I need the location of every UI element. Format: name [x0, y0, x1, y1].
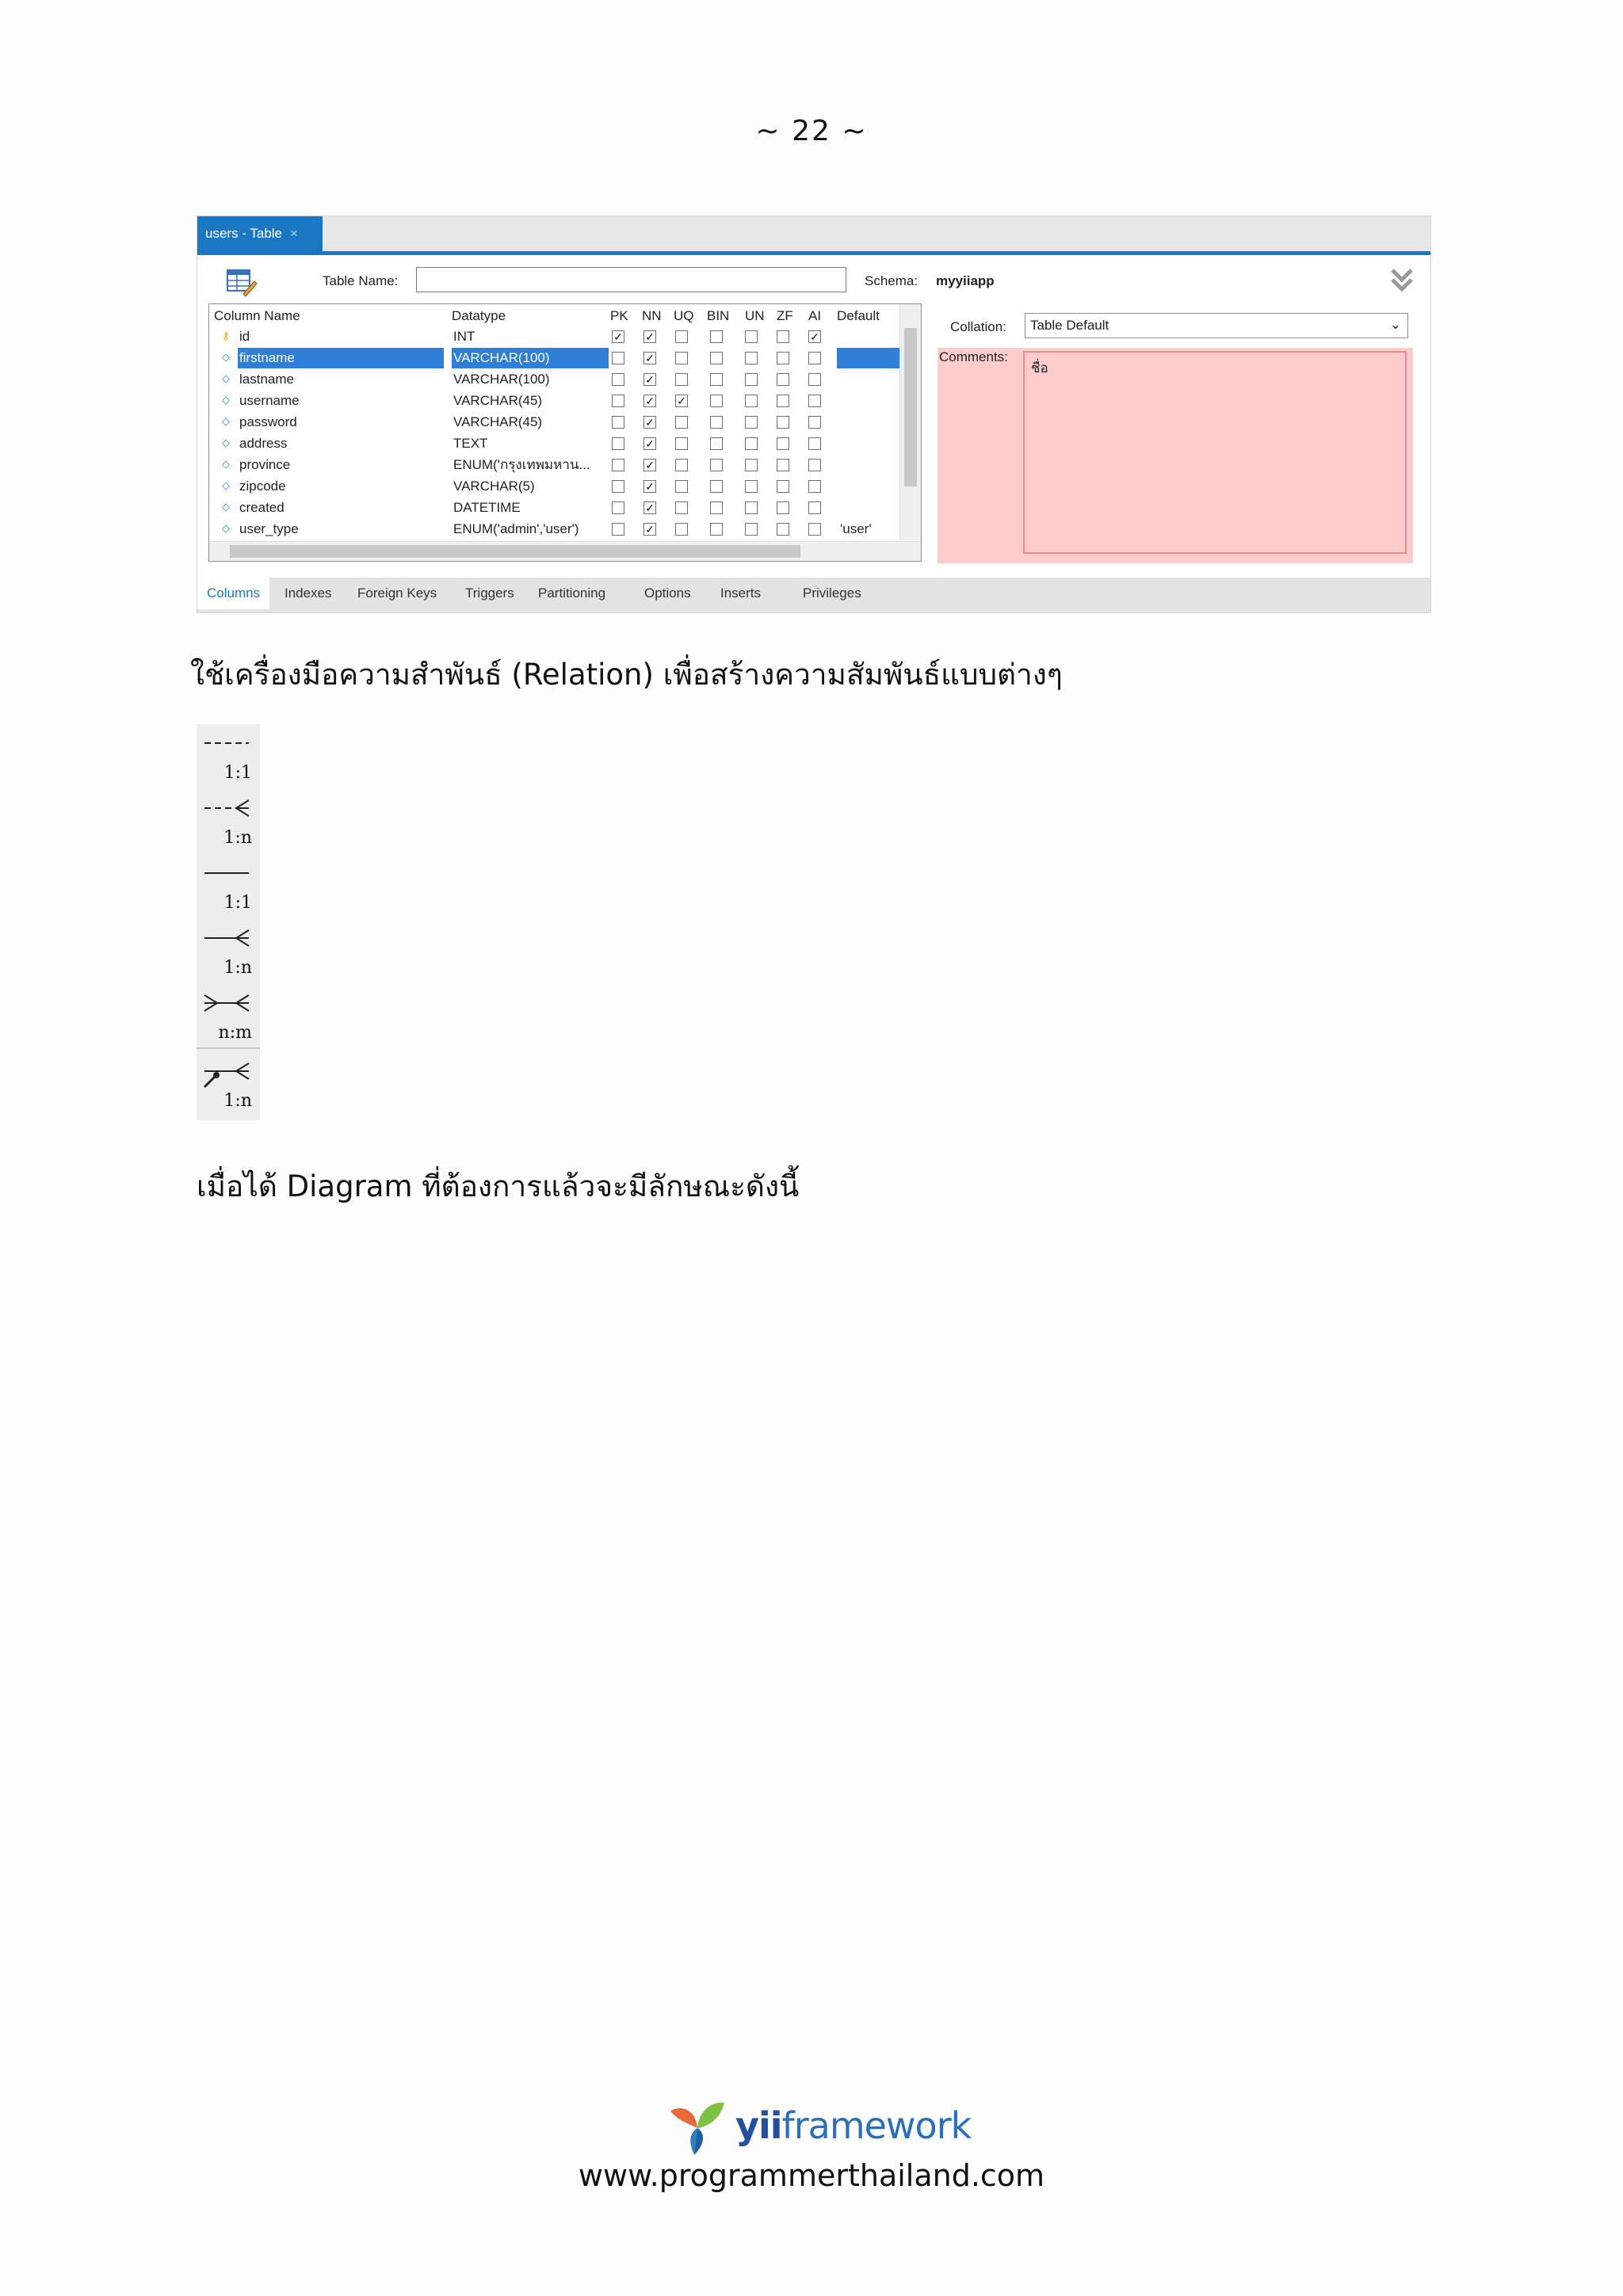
flag-checkbox[interactable]: [710, 373, 723, 386]
flag-checkbox[interactable]: [808, 416, 821, 429]
flag-checkbox[interactable]: [612, 416, 624, 429]
column-name-cell[interactable]: password: [239, 414, 297, 429]
column-header[interactable]: Column Name: [214, 308, 300, 323]
flag-checkbox[interactable]: [675, 502, 688, 514]
flag-checkbox[interactable]: [612, 502, 624, 514]
column-name-cell[interactable]: created: [239, 500, 285, 515]
default-cell[interactable]: [837, 455, 902, 475]
column-diamond-icon: ◇: [222, 437, 230, 448]
column-header[interactable]: Default: [837, 308, 880, 323]
table-row[interactable]: [209, 455, 899, 475]
flag-checkbox[interactable]: [777, 502, 789, 514]
vertical-scrollbar[interactable]: [899, 304, 921, 540]
flag-checkbox[interactable]: [777, 523, 789, 536]
comments-textarea[interactable]: ชื่อ: [1023, 351, 1407, 554]
flag-checkbox[interactable]: [675, 480, 688, 493]
solid-one-to-one-icon: [201, 862, 252, 894]
column-header[interactable]: UN: [745, 308, 765, 323]
table-edit-icon: [226, 265, 258, 297]
column-name-cell[interactable]: firstname: [238, 348, 444, 368]
website-url: www.programmerthailand.com: [578, 2158, 1045, 2193]
flag-checkbox[interactable]: [777, 352, 789, 364]
default-cell[interactable]: 'user': [840, 521, 872, 536]
tool-dashed-1-n[interactable]: [197, 789, 260, 854]
schema-label: Schema:: [865, 273, 918, 288]
flag-checkbox[interactable]: [808, 502, 821, 514]
flag-checkbox[interactable]: [612, 480, 624, 493]
tab-partitioning[interactable]: Partitioning: [538, 585, 606, 601]
flag-checkbox[interactable]: [745, 416, 758, 429]
horizontal-scrollbar[interactable]: [209, 541, 921, 561]
flag-checkbox[interactable]: [710, 437, 723, 450]
paragraph-diagram: เมื่อได้ Diagram ที่ต้องการแล้วจะมีลักษณะดังนี้: [197, 1169, 800, 1203]
tab-columns[interactable]: Columns: [197, 578, 269, 609]
flag-checkbox[interactable]: [612, 437, 624, 450]
column-name-cell[interactable]: id: [239, 329, 250, 344]
column-name-cell[interactable]: lastname: [239, 372, 294, 387]
tool-solid-1-n[interactable]: [197, 919, 260, 984]
datatype-cell[interactable]: DATETIME: [453, 500, 521, 515]
chevron-down-icon: ⌄: [1389, 317, 1401, 332]
tab-inserts[interactable]: Inserts: [720, 585, 762, 601]
column-name-cell[interactable]: zipcode: [239, 479, 286, 494]
flag-checkbox[interactable]: [745, 395, 758, 407]
table-row[interactable]: [209, 369, 899, 390]
datatype-cell[interactable]: VARCHAR(100): [453, 372, 550, 387]
flag-checkbox[interactable]: [808, 352, 821, 364]
tool-label: 1:n: [223, 828, 252, 848]
comments-label: Comments:: [939, 349, 1008, 364]
tab-foreign-keys[interactable]: Foreign Keys: [357, 585, 437, 601]
collation-select[interactable]: [1025, 313, 1408, 338]
table-row[interactable]: [209, 326, 899, 347]
datatype-cell[interactable]: INT: [453, 329, 475, 344]
flag-checkbox[interactable]: [745, 330, 758, 343]
flag-checkbox[interactable]: [612, 459, 624, 471]
flag-checkbox[interactable]: [710, 395, 723, 407]
column-diamond-icon: ◇: [222, 479, 230, 491]
schema-value: myyiiapp: [936, 273, 995, 288]
logo-wordmark: yiiframework: [735, 2104, 972, 2147]
tool-solid-1-1[interactable]: [197, 854, 260, 919]
flag-checkbox[interactable]: [745, 502, 758, 514]
column-name-cell[interactable]: address: [239, 436, 288, 451]
flag-checkbox[interactable]: [808, 395, 821, 407]
flag-checkbox[interactable]: ✓: [643, 416, 656, 429]
flag-checkbox[interactable]: ✓: [643, 523, 656, 536]
column-diamond-icon: ◇: [222, 372, 230, 384]
columns-header: [209, 306, 899, 326]
flag-checkbox[interactable]: [808, 437, 821, 450]
flag-checkbox[interactable]: [745, 523, 758, 536]
default-cell[interactable]: [837, 326, 902, 347]
default-cell[interactable]: [837, 498, 902, 518]
tab-triggers[interactable]: Triggers: [465, 585, 514, 601]
flag-checkbox[interactable]: [710, 502, 723, 514]
flag-checkbox[interactable]: ✓: [643, 502, 656, 514]
tab-indexes[interactable]: Indexes: [285, 585, 332, 601]
tool-dashed-1-1[interactable]: [197, 724, 260, 789]
flag-checkbox[interactable]: [745, 459, 758, 471]
column-diamond-icon: ◇: [222, 351, 230, 363]
column-diamond-icon: ◇: [222, 415, 230, 427]
column-name-cell[interactable]: province: [239, 457, 291, 472]
flag-checkbox[interactable]: [710, 416, 723, 429]
flag-checkbox[interactable]: [710, 459, 723, 471]
flag-checkbox[interactable]: [745, 480, 758, 493]
default-cell[interactable]: [837, 391, 902, 411]
flag-checkbox[interactable]: [777, 480, 789, 493]
tool-label: n:m: [218, 1023, 252, 1043]
collation-label: Collation:: [950, 319, 1006, 334]
flag-checkbox[interactable]: ✓: [643, 459, 656, 471]
tool-n-m[interactable]: [197, 984, 260, 1049]
column-header[interactable]: BIN: [707, 308, 730, 323]
flag-checkbox[interactable]: [777, 437, 789, 450]
editor-tabbar: [197, 216, 1430, 255]
default-cell[interactable]: [837, 412, 902, 433]
datatype-cell[interactable]: ENUM('admin','user'): [453, 521, 579, 536]
default-cell[interactable]: [837, 433, 902, 454]
flag-checkbox[interactable]: [808, 373, 821, 386]
flag-checkbox[interactable]: [777, 416, 789, 429]
flag-checkbox[interactable]: [612, 352, 624, 364]
comments-panel: [938, 348, 1413, 563]
yii-leaf-icon: [666, 2096, 729, 2158]
datatype-cell[interactable]: TEXT: [453, 436, 488, 451]
flag-checkbox[interactable]: [612, 523, 624, 536]
column-header[interactable]: PK: [610, 308, 628, 323]
flag-checkbox[interactable]: [675, 352, 688, 364]
flag-checkbox[interactable]: ✓: [643, 395, 656, 407]
flag-checkbox[interactable]: [710, 330, 723, 343]
flag-checkbox[interactable]: ✓: [612, 330, 624, 343]
collapse-chevron-icon[interactable]: [1386, 264, 1418, 296]
tab-users-table[interactable]: [197, 216, 323, 251]
column-header[interactable]: Datatype: [452, 308, 506, 323]
table-row[interactable]: [209, 498, 899, 518]
flag-checkbox[interactable]: ✓: [643, 330, 656, 343]
flag-checkbox[interactable]: [808, 480, 821, 493]
column-header[interactable]: UQ: [674, 308, 694, 323]
flag-checkbox[interactable]: [777, 330, 789, 343]
column-diamond-icon: ◇: [222, 394, 230, 406]
flag-checkbox[interactable]: [710, 480, 723, 493]
flag-checkbox[interactable]: [808, 459, 821, 471]
column-header[interactable]: NN: [642, 308, 662, 323]
flag-checkbox[interactable]: [808, 523, 821, 536]
table-name-label: Table Name:: [323, 273, 399, 288]
flag-checkbox[interactable]: [710, 523, 723, 536]
flag-checkbox[interactable]: [777, 459, 789, 471]
flag-checkbox[interactable]: [777, 395, 789, 407]
flag-checkbox[interactable]: ✓: [643, 480, 656, 493]
many-to-many-icon: [201, 992, 252, 1024]
flag-checkbox[interactable]: [777, 373, 789, 386]
datatype-cell[interactable]: VARCHAR(100): [452, 348, 609, 368]
flag-checkbox[interactable]: ✓: [675, 395, 688, 407]
datatype-cell[interactable]: VARCHAR(45): [453, 414, 543, 429]
flag-checkbox[interactable]: ✓: [643, 352, 656, 364]
column-name-cell[interactable]: user_type: [239, 521, 299, 536]
table-name-input[interactable]: [416, 267, 846, 292]
column-diamond-icon: ◇: [222, 522, 230, 534]
paragraph-relation-tools: ใช้เครื่องมือความสำพันธ์ (Relation) เพื่อสร้างความสัมพันธ์แบบต่างๆ: [190, 658, 1063, 692]
column-name-cell[interactable]: username: [239, 393, 300, 408]
close-icon[interactable]: ×: [290, 226, 298, 241]
column-header[interactable]: ZF: [777, 308, 793, 323]
yii-logo: [666, 2096, 972, 2160]
page-number: ~ 22 ~: [755, 115, 868, 147]
columns-grid: [208, 303, 922, 562]
column-diamond-icon: ◇: [222, 501, 230, 513]
dashed-one-to-one-icon: [201, 732, 252, 764]
tool-label: 1:n: [223, 958, 252, 978]
flag-checkbox[interactable]: [675, 437, 688, 450]
default-cell[interactable]: [837, 369, 902, 390]
table-editor-screenshot: [197, 215, 1431, 613]
tab-options[interactable]: Options: [644, 585, 691, 601]
tool-label: 1:n: [223, 1091, 252, 1111]
flag-checkbox[interactable]: [710, 352, 723, 364]
dashed-one-to-many-icon: [201, 797, 252, 829]
flag-checkbox[interactable]: [745, 437, 758, 450]
tab-privileges[interactable]: Privileges: [803, 585, 861, 601]
editor-bottom-tabs: [197, 578, 1430, 612]
table-row[interactable]: [209, 433, 899, 454]
datatype-cell[interactable]: VARCHAR(45): [453, 393, 543, 408]
flag-checkbox[interactable]: ✓: [643, 373, 656, 386]
flag-checkbox[interactable]: [675, 330, 688, 343]
toolbar-divider: [197, 1047, 260, 1049]
table-row[interactable]: [209, 412, 899, 433]
default-cell[interactable]: [837, 476, 902, 497]
datatype-cell[interactable]: VARCHAR(5): [453, 479, 535, 494]
tool-existing-1-n[interactable]: [197, 1052, 260, 1117]
flag-checkbox[interactable]: ✓: [808, 330, 821, 343]
table-row[interactable]: [209, 348, 899, 368]
flag-checkbox[interactable]: [675, 459, 688, 471]
flag-checkbox[interactable]: [612, 395, 624, 407]
datatype-cell[interactable]: ENUM('กรุงเทพมหาน...: [453, 457, 590, 472]
flag-checkbox[interactable]: [745, 352, 758, 364]
tool-label: 1:1: [223, 763, 252, 783]
table-row[interactable]: [209, 391, 899, 411]
column-diamond-icon: ◇: [222, 458, 230, 470]
tool-label: 1:1: [223, 893, 252, 913]
primary-key-icon: ⚷: [222, 330, 230, 341]
existing-columns-one-to-many-icon: [201, 1060, 252, 1092]
table-row[interactable]: [209, 519, 899, 540]
flag-checkbox[interactable]: [675, 416, 688, 429]
default-cell[interactable]: [837, 348, 902, 368]
relation-toolbar: [197, 724, 260, 1120]
flag-checkbox[interactable]: [745, 373, 758, 386]
flag-checkbox[interactable]: [675, 373, 688, 386]
flag-checkbox[interactable]: ✓: [643, 437, 656, 450]
table-row[interactable]: [209, 476, 899, 497]
flag-checkbox[interactable]: [675, 523, 688, 536]
solid-one-to-many-icon: [201, 927, 252, 959]
flag-checkbox[interactable]: [612, 373, 624, 386]
tab-title: users - Table: [205, 226, 283, 241]
column-header[interactable]: AI: [808, 308, 822, 323]
collation-value: Table Default: [1030, 318, 1109, 333]
